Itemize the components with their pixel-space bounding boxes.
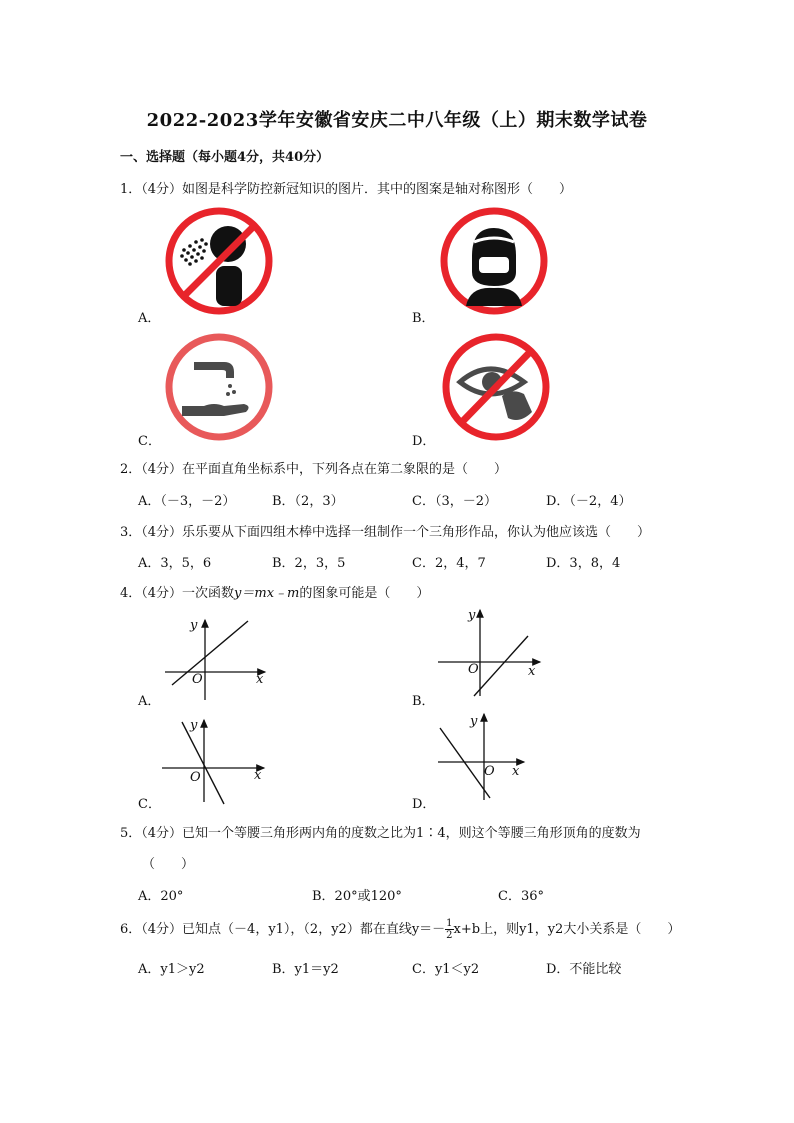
q4-stem-formula: y＝mx﹣m [234,586,300,601]
q6-option-b: B．y1＝y2 [272,962,339,977]
q5-option-b: B．20°或120° [312,889,402,904]
q6-frac-den: 2 [446,930,453,941]
wash-hands-icon [164,332,274,442]
page-title: 2022-2023学年安徽省安庆二中八年级（上）期末数学试卷 [146,110,648,131]
q6-option-c: C．y1＜y2 [412,962,480,977]
q4d-x-label: x [512,764,520,779]
q1-option-b: B． [412,311,435,326]
q4-option-d: D． [412,797,436,812]
q6-stem-prefix: 6．（4分）已知点（－4，y1），（2，y2）都在直线y＝－ [120,922,446,937]
q4d-origin-label: O [484,764,495,779]
no-sneeze-icon [164,206,274,316]
question-2-stem: 2．（4分）在平面直角坐标系中，下列各点在第二象限的是（ ） [120,462,508,477]
q4b-origin-label: O [468,662,479,677]
q3-option-d: D．3，8，4 [546,556,621,571]
q4a-y-label: y [190,618,198,633]
q1-option-d: D． [412,434,436,449]
q4-stem-suffix: 的图象可能是（ ） [299,586,430,601]
q4-option-a: A． [138,694,161,709]
q4-stem-prefix: 4．（4分）一次函数 [120,586,235,601]
question-5-stem-line2: （ ） [142,857,195,872]
q4-option-c: C． [138,797,161,812]
question-1-stem: 1．（4分）如图是科学防控新冠知识的图片．其中的图案是轴对称图形（ ） [120,182,573,197]
question-6-stem [120,918,680,941]
q4b-y-label: y [468,608,476,623]
q6-stem-suffix: x+b上，则y1，y2大小关系是（ ） [453,922,681,937]
section-title: 一、选择题（每小题4分，共40分） [120,150,330,165]
q2-option-d: D．（－2，4） [546,494,632,509]
question-4-stem [120,582,429,601]
q1-option-a: A． [138,311,161,326]
no-touch-eyes-icon [440,332,552,442]
q6-frac-num: 1 [446,918,453,929]
q6-option-d: D．不能比较 [546,962,622,977]
q6-option-a: A．y1＞y2 [138,962,205,977]
q3-option-b: B．2，3，5 [272,556,346,571]
q5-option-a: A．20° [138,889,184,904]
question-5-stem: 5．（4分）已知一个等腰三角形两内角的度数之比为1∶4，则这个等腰三角形顶角的度数为 [120,826,641,841]
q4c-y-label: y [190,718,198,733]
q4-graph-b [436,606,546,698]
q4a-origin-label: O [192,672,203,687]
q4-graph-a [160,615,270,705]
q3-option-c: C．2，4，7 [412,556,486,571]
question-3-stem: 3．（4分）乐乐要从下面四组木棒中选择一组制作一个三角形作品，你认为他应该选（ ） [120,525,651,540]
q5-option-c: C．36° [498,889,544,904]
q4b-x-label: x [528,664,536,679]
q4-graph-d [436,712,546,804]
q4d-y-label: y [470,714,478,729]
q6-fraction [445,918,453,941]
q4c-origin-label: O [190,770,201,785]
q4a-x-label: x [256,672,264,687]
q2-option-c: C．（3，－2） [412,494,497,509]
q4c-x-label: x [254,768,262,783]
q3-option-a: A．3，5，6 [138,556,212,571]
q4-graph-c [160,716,270,808]
mask-icon [438,206,550,316]
q4-option-b: B． [412,694,435,709]
q2-option-b: B．（2，3） [272,494,344,509]
q2-option-a: A．（－3，－2） [138,494,236,509]
q1-option-c: C． [138,434,161,449]
